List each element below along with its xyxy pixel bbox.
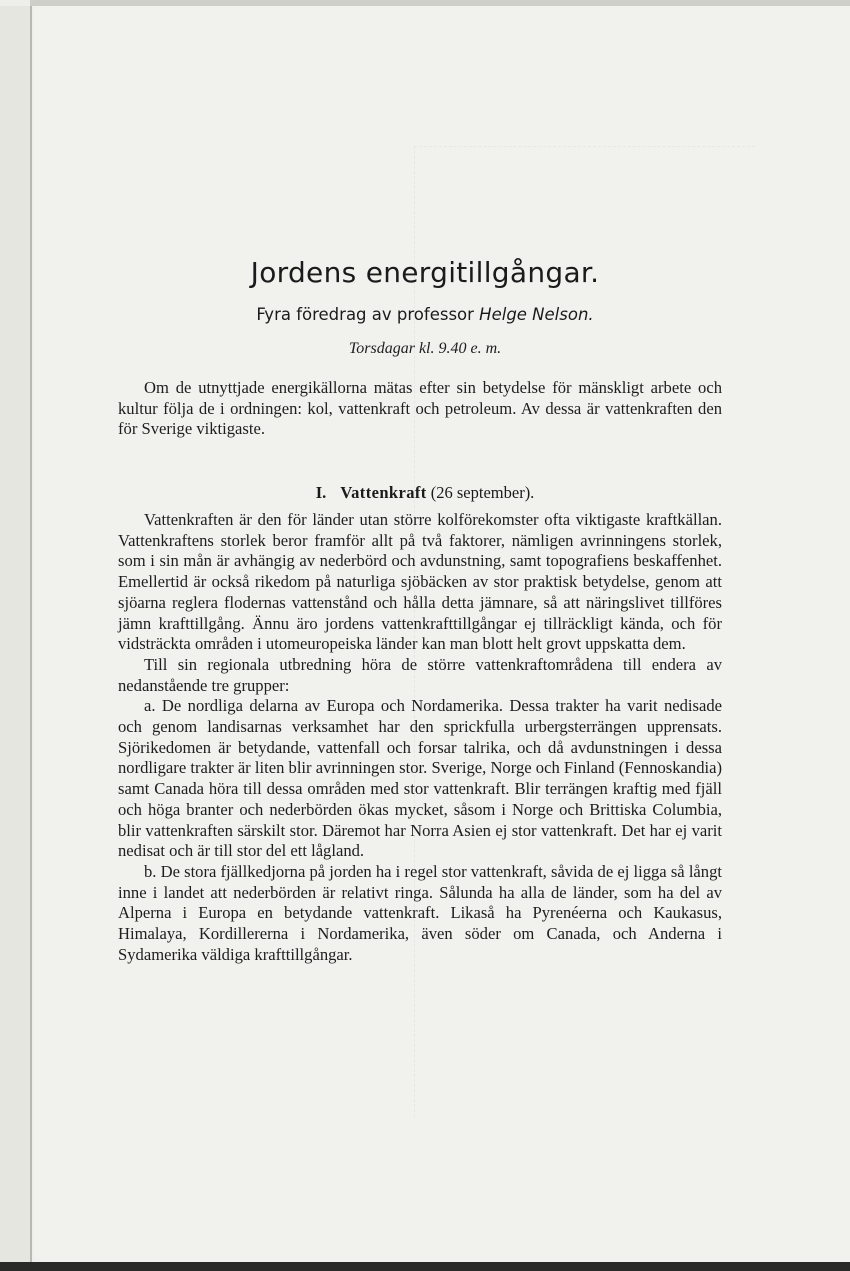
paragraph-item-b: b. De stora fjällkedjorna på jorden ha i regel stor vattenkraft, såvida de ej ligga så långt inne i landet att nederbörden är relativt ringa. Sålunda ha alla de länder, som ha del av Alperna i Europa en betydande vattenkraft. Likaså ha Pyrenéerna och Kaukasus, Himalaya, Kordillererna i Nordamerika, även söder om Canada, och Anderna i Sydamerika väldiga krafttillgångar. [118,861,722,964]
section-date: (26 september). [430,483,535,502]
facing-page-edge [0,6,32,1262]
subtitle-prefix: Fyra föredrag av professor [256,305,474,324]
intro-paragraph: Om de utnyttjade energikällorna mätas efter sin betydelse för mänskligt arbete och kultur följa de i ordningen: kol, vattenkraft och petroleum. Av dessa är vattenkraften den för Sverige viktigaste. [118,378,722,439]
paragraph: Vattenkraften är den för länder utan större kolförekomster ofta viktigaste kraftkällan. Vattenkraftens storlek beror framför allt på två faktorer, nämligen avrinningens storlek, som i sin mån är avhängig av nederbörd och avdunstning, samt topografiens beskaffenhet. Emellertid är också rikedom på naturliga sjöbäcken av stor praktisk betydelse, genom att sjöarna reglera flodernas vattenstånd och hålla detta jämnare, så att näringslivet tillföres jämn krafttillgång. Ännu äro jordens vattenkrafttillgångar ej tillräckligt kända, och för vidsträckta områden i utomeuropeiska länder kan man blott helt grovt uppskatta dem. [118,510,722,654]
paragraph: Till sin regionala utbredning höra de större vattenkraftområdena till endera av nedanstående tre grupper: [118,654,722,695]
section-number: I. [315,483,327,502]
section-body [118,510,722,965]
author-name: Helge Nelson. [479,305,594,324]
paragraph-item-a: a. De nordliga delarna av Europa och Nordamerika. Dessa trakter ha varit nedisade och genom landisarnas verksamhet har den sprickfulla urbergsterrängen upprensats. Sjörikedomen är betydande, vattenfall och forsar talrika, och då avdunstningen i dessa nordligare trakter är liten blir avrinningen stor. Sverige, Norge och Finland (Fennoskandia) samt Canada höra till dessa områden med stor vattenkraft. Blir terrängen kraftig med fjäll och höga branter och nederbörden ökas mycket, såsom i Norge och Brittiska Columbia, blir vattenkraften särskilt stor. Däremot har Norra Asien ej stor vattenkraft. Det har ej varit nedisat och är till stor del ett lågland. [118,696,722,861]
section-heading [0,483,850,503]
document-subtitle [0,305,850,324]
document-title: Jordens energitillgångar. [250,256,600,289]
lecture-schedule: Torsdagar kl. 9.40 e. m. [348,340,502,357]
section-name: Vattenkraft [340,483,427,502]
